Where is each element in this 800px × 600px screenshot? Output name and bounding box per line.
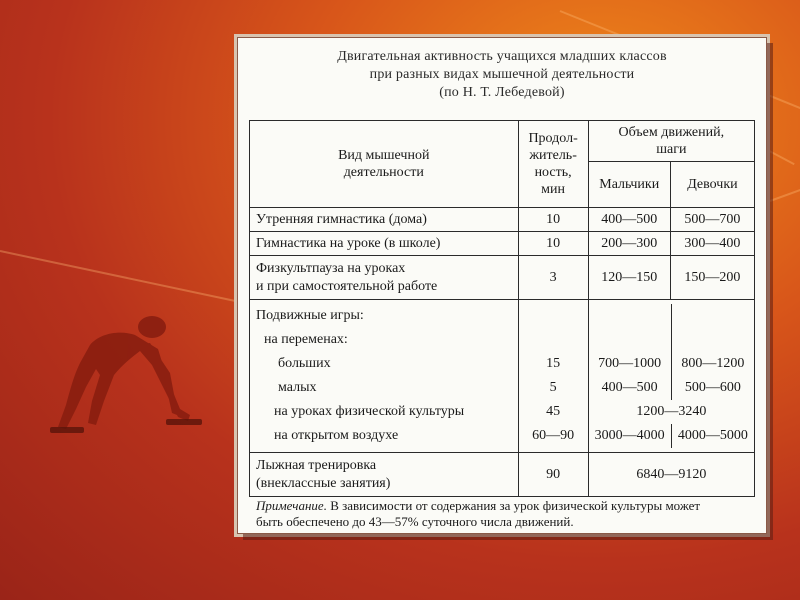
cell-activity: Гимнастика на уроке (в школе): [250, 232, 519, 256]
title-line: при разных видах мышечной деятельности: [369, 67, 635, 82]
header-duration: Продол- житель- ность, мин: [518, 121, 588, 208]
cell-activity: Лыжная тренировка (внеклассные занятия): [250, 453, 519, 497]
cell-combined: 6840—9120: [588, 453, 754, 497]
games-title: Подвижные игры:: [256, 308, 364, 323]
background-streak: [0, 250, 235, 302]
cell-duration: 90: [518, 453, 588, 497]
table-row-ski: [250, 453, 755, 497]
table-note: [256, 498, 751, 530]
cell-duration-games: 15 5 45 60—90: [518, 300, 588, 453]
games-item: малых: [278, 380, 317, 395]
background-streak: [770, 186, 800, 202]
cell-boys: 120—150: [588, 256, 670, 300]
header-boys: Мальчики: [588, 162, 670, 208]
games-item: на уроках физической культуры: [274, 404, 465, 419]
cell-duration: 3: [518, 256, 588, 300]
sprinter-illustration: [40, 305, 220, 445]
header-girls: Девочки: [670, 162, 754, 208]
activity-table: [249, 120, 755, 497]
cell-girls: 500—700: [670, 208, 754, 232]
header-activity: Вид мышечной деятельности: [250, 121, 519, 208]
cell-girls: 300—400: [670, 232, 754, 256]
header-volume: Объем движений, шаги: [588, 121, 754, 162]
title-line: Двигательная активность учащихся младших классов: [337, 49, 667, 64]
table-row: [250, 256, 755, 300]
games-item: на открытом воздухе: [274, 428, 399, 443]
table-row: [250, 232, 755, 256]
cell-boys: 400—500: [588, 208, 670, 232]
cell-activity: Утренняя гимнастика (дома): [250, 208, 519, 232]
combined-steps: 1200—3240: [636, 404, 707, 419]
cell-activity-games: [250, 300, 519, 453]
cell-steps-games: 700—1000 400—500 800—1200 500—600 1200—3240 3000—4000 4000—5000: [588, 300, 754, 453]
cell-boys: 200—300: [588, 232, 670, 256]
cell-duration: 10: [518, 208, 588, 232]
cell-girls: 150—200: [670, 256, 754, 300]
cell-duration: 10: [518, 232, 588, 256]
cell-activity: Физкультпауза на уроках и при самостоятельной работе: [250, 256, 519, 300]
table-title: [238, 48, 766, 102]
games-breaks-label: на переменах:: [264, 332, 348, 347]
table-card: [237, 37, 767, 534]
note-text: В зависимости от содержания за урок физической культуры может: [326, 498, 701, 513]
note-text: быть обеспечено до 43—57% суточного числа движений.: [256, 514, 574, 529]
table-row-games: [250, 300, 755, 453]
games-item: больших: [278, 356, 331, 371]
note-label: Примечание.: [256, 498, 327, 513]
title-source: (по Н. Т. Лебедевой): [439, 85, 565, 100]
table-row: [250, 208, 755, 232]
